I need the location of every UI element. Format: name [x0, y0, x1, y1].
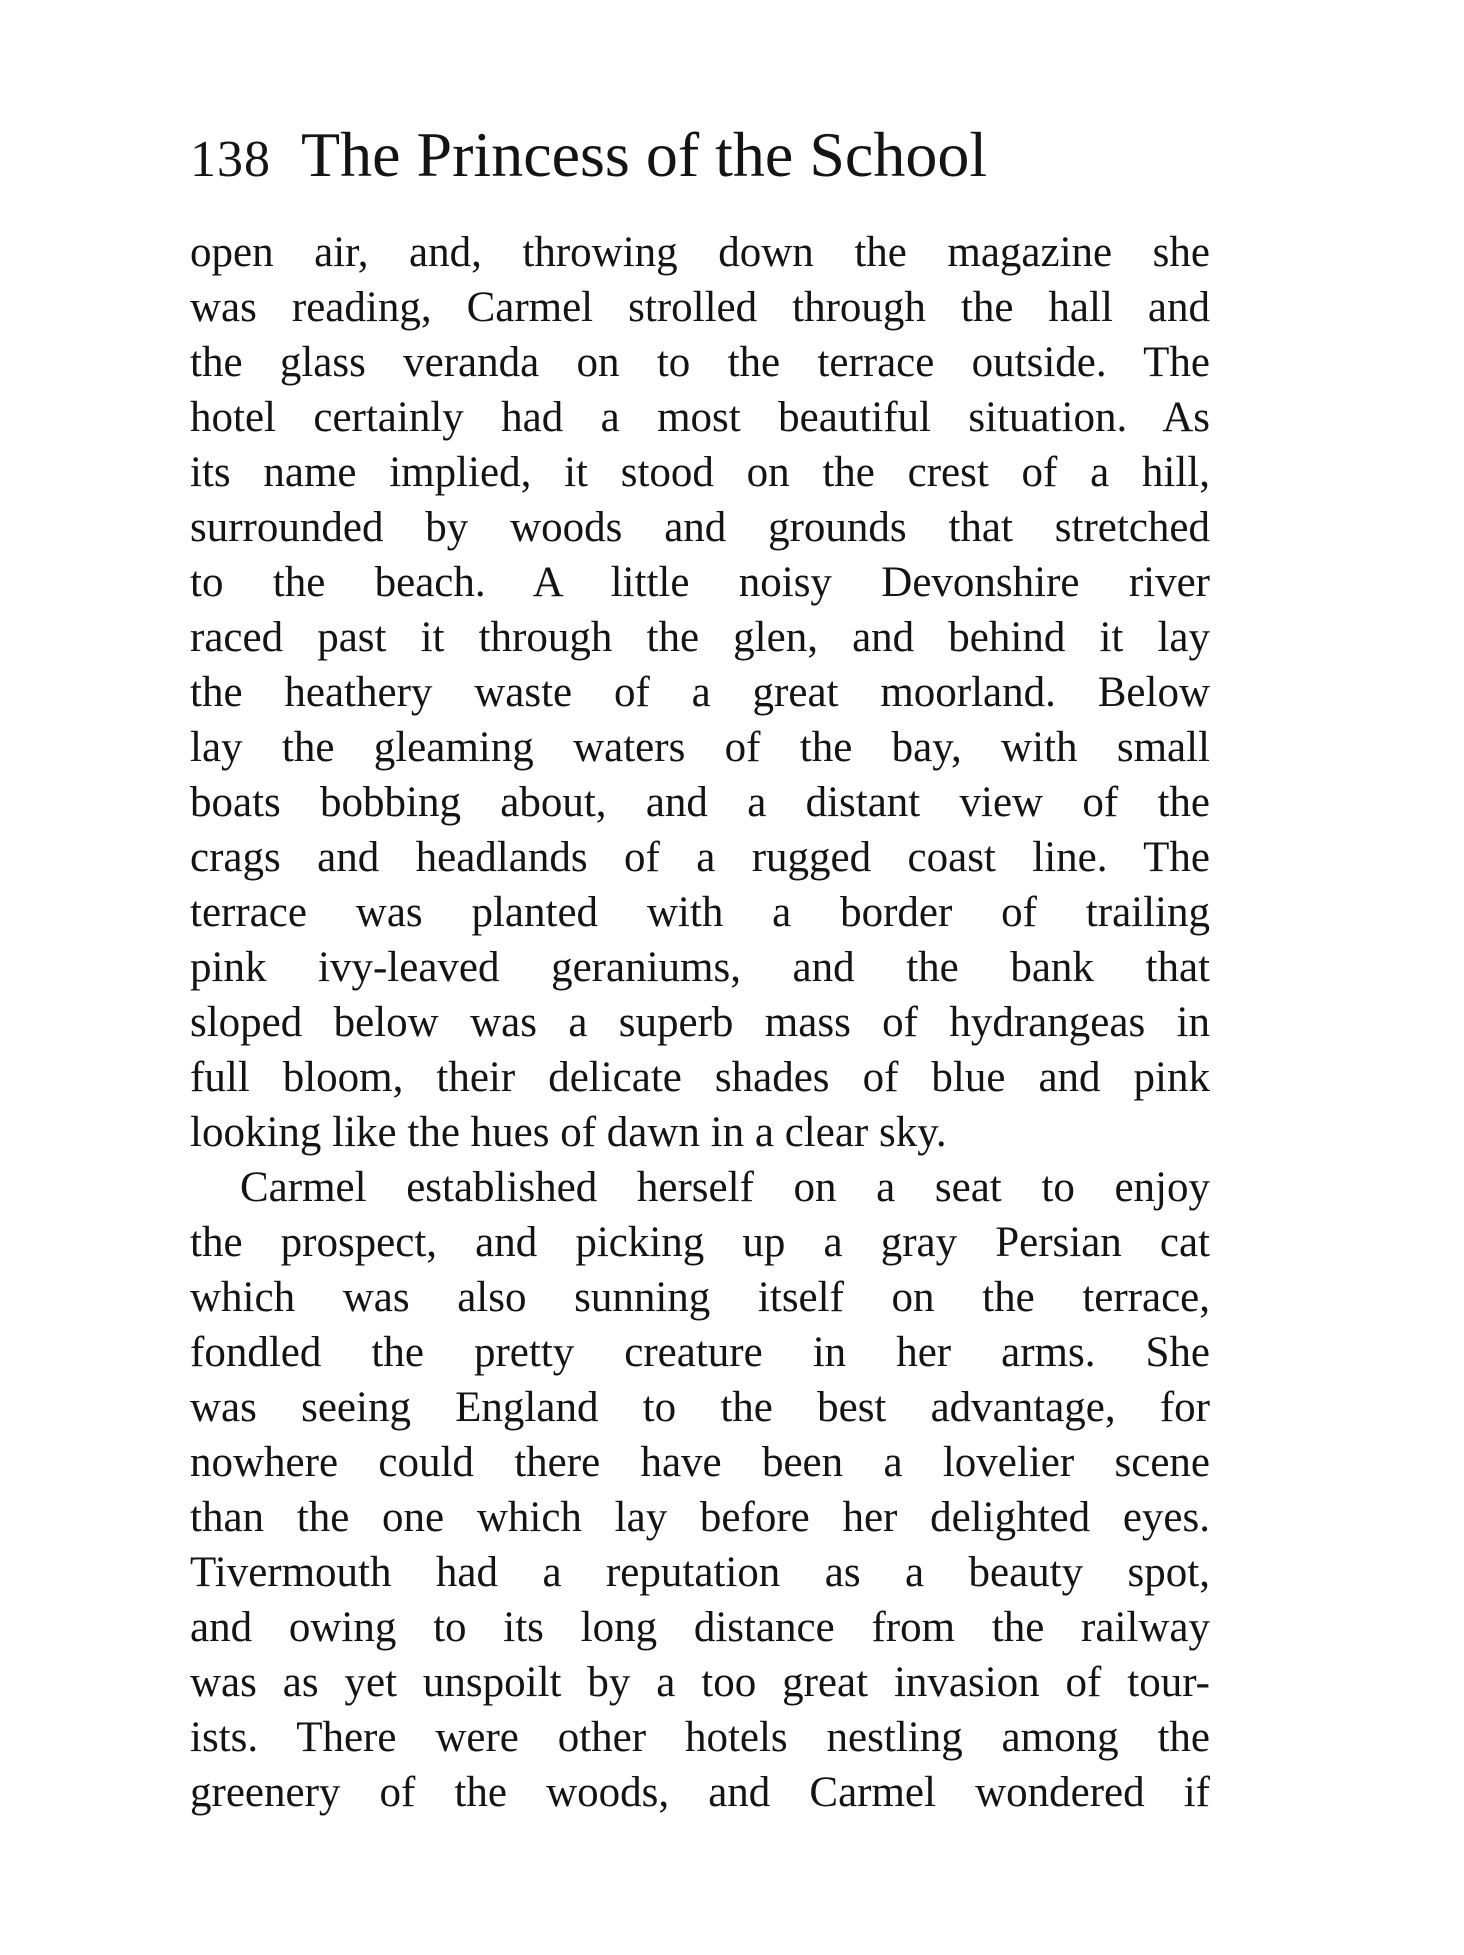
text-line: than the one which lay before her delighted eyes.	[190, 1494, 1210, 1541]
text-line: which was also sunning itself on the terrace,	[190, 1274, 1210, 1321]
text-line: sloped below was a superb mass of hydrangeas in	[190, 999, 1210, 1046]
text-line: Carmel established herself on a seat to enjoy	[240, 1164, 1210, 1211]
text-line: to the beach. A little noisy Devonshire river	[190, 559, 1210, 606]
text-line: greenery of the woods, and Carmel wondered if	[190, 1769, 1210, 1816]
body-text	[190, 225, 1210, 1820]
page-number: 138	[190, 131, 271, 188]
text-line: pink ivy-leaved geraniums, and the bank that	[190, 944, 1210, 991]
text-line: crags and headlands of a rugged coast line. The	[190, 834, 1210, 881]
text-line: was as yet unspoilt by a too great invasion of tour-	[190, 1659, 1210, 1706]
text-line: surrounded by woods and grounds that stretched	[190, 504, 1210, 551]
text-line: terrace was planted with a border of trailing	[190, 889, 1210, 936]
text-line: lay the gleaming waters of the bay, with small	[190, 724, 1210, 771]
text-line: Tivermouth had a reputation as a beauty spot,	[190, 1549, 1210, 1596]
running-head	[190, 118, 987, 198]
text-line: and owing to its long distance from the railway	[190, 1604, 1210, 1651]
text-line: the glass veranda on to the terrace outside. The	[190, 339, 1210, 386]
text-line: boats bobbing about, and a distant view of the	[190, 779, 1210, 826]
book-title: The Princess of the School	[301, 119, 988, 190]
text-line: was seeing England to the best advantage, for	[190, 1384, 1210, 1431]
text-line: full bloom, their delicate shades of blue and pink	[190, 1054, 1210, 1101]
text-line: looking like the hues of dawn in a clear sky.	[190, 1109, 947, 1156]
text-line: raced past it through the glen, and behind it lay	[190, 614, 1210, 661]
text-line: the heathery waste of a great moorland. Below	[190, 669, 1210, 716]
text-line: its name implied, it stood on the crest of a hill,	[190, 449, 1210, 496]
text-line: the prospect, and picking up a gray Persian cat	[190, 1219, 1210, 1266]
text-line: ists. There were other hotels nestling among the	[190, 1714, 1210, 1761]
text-line: was reading, Carmel strolled through the hall and	[190, 284, 1210, 331]
text-line: nowhere could there have been a lovelier scene	[190, 1439, 1210, 1486]
text-line: open air, and, throwing down the magazine she	[190, 229, 1210, 276]
text-line: fondled the pretty creature in her arms. She	[190, 1329, 1210, 1376]
text-line: hotel certainly had a most beautiful situation. As	[190, 394, 1210, 441]
